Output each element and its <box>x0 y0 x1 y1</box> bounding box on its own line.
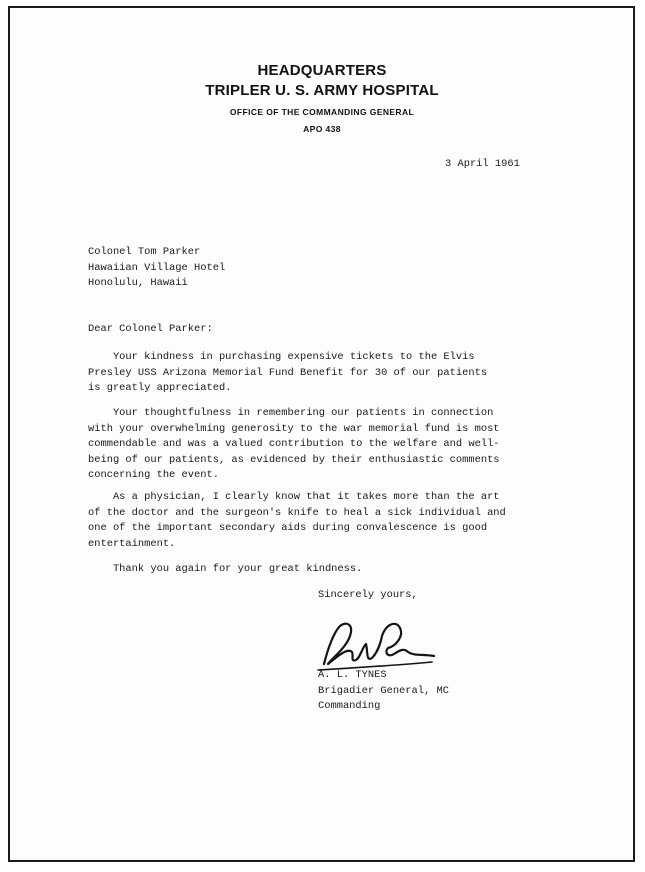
recipient-street: Hawaiian Village Hotel <box>88 261 226 274</box>
body-paragraph-2: Your thoughtfulness in remembering our patients in connection with your overwhelming generosity to the war memorial fund is most commendable and was a valued contribution to the welfare and well- being of our patients, as evidenced by their enthusiastic comments concerning the event. <box>88 407 500 481</box>
recipient-city: Honolulu, Hawaii <box>88 277 188 289</box>
body-paragraph-4: Thank you again for your great kindness. <box>88 563 363 575</box>
letterhead-office: OFFICE OF THE COMMANDING GENERAL <box>229 107 415 117</box>
salutation: Dear Colonel Parker: <box>88 323 213 335</box>
signer-title: Commanding <box>318 700 381 712</box>
signer-rank: Brigadier General, MC <box>318 684 449 697</box>
letterhead-hospital-name: TRIPLER U. S. ARMY HOSPITAL <box>205 82 439 99</box>
letterhead-headquarters: HEADQUARTERS <box>257 62 387 79</box>
body-paragraph-1: Your kindness in purchasing expensive tickets to the Elvis Presley USS Arizona Memorial Fund Benefit for 30 of our patients is greatly appreciated. <box>88 351 488 394</box>
closing: Sincerely yours, <box>318 589 418 601</box>
body-paragraph-3: As a physician, I clearly know that it takes more than the art of the doctor and the surgeon's knife to heal a sick individual and one of the important secondary aids during convalescence is good entertainment. <box>88 491 506 550</box>
signature-block <box>318 668 449 715</box>
signer-name: A. L. TYNES <box>318 669 387 681</box>
recipient-address <box>88 245 225 292</box>
letter-date: 3 April 1961 <box>445 158 520 170</box>
letterhead-apo: APO 438 <box>303 124 341 134</box>
recipient-name: Colonel Tom Parker <box>88 246 201 258</box>
